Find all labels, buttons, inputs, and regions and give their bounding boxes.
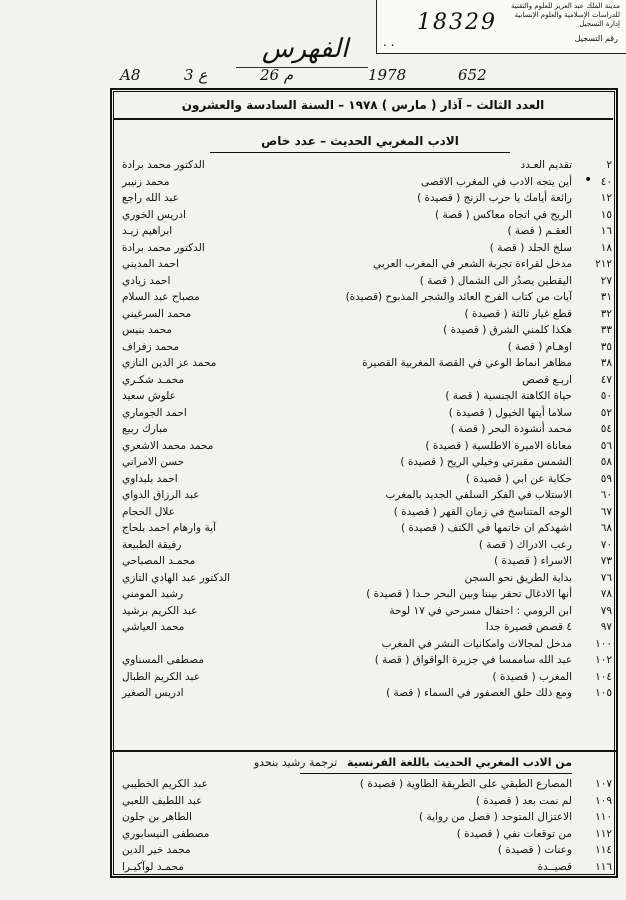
shelf-mark: [120, 66, 520, 86]
toc-entry: [116, 355, 612, 372]
toc-author: احمد الجوماري: [122, 406, 187, 419]
toc-title: اشهدكم ان خاتمها في الكتف ( قصيدة ): [401, 522, 572, 534]
toc-page-number: ٣٣: [600, 324, 612, 336]
toc-author: مصطفى النيسابوري: [122, 827, 210, 840]
stamp-line: مدينة الملك عبد العزيز للعلوم والتقنية: [511, 2, 620, 10]
toc-entry: [116, 174, 612, 191]
toc-entry: [116, 652, 612, 669]
toc-author: محمد العياشي: [122, 621, 185, 633]
shelf-mark-a: A8: [120, 66, 141, 84]
toc-entry: [116, 157, 612, 174]
toc-title: المغرب ( قصيدة ): [492, 670, 572, 683]
issue-header: العدد الثالث – آذار ( مارس ) ۱۹۷۸ – السنة السادسة والعشرون: [113, 92, 613, 120]
toc-author: محمد بنيس: [122, 324, 172, 336]
toc-entry: [116, 306, 612, 323]
toc-page-number: ٥٤: [600, 423, 612, 435]
toc-author: ادريس الخوري: [122, 208, 186, 221]
toc-page-number: ٢: [606, 159, 612, 171]
toc-title: وعنات ( قصيدة ): [497, 844, 572, 856]
toc-page-number: ١٢: [600, 192, 612, 204]
section1-title: الادب المغربي الحديث – عدد خاص: [261, 134, 459, 148]
toc-page-number: ٥٠: [600, 390, 612, 402]
section2-title-text: من الادب المغربي الحديث باللغة الفرنسية: [347, 756, 572, 769]
toc-title: الاستلاب في الفكر السلفي الجديد بالمغرب: [385, 489, 572, 501]
toc-author: الطاهر بن جلون: [122, 811, 192, 823]
toc-entry: [116, 520, 612, 537]
record-number: 18329: [417, 10, 497, 35]
toc-title: سلخ الجلد ( قصة ): [489, 241, 572, 254]
shelf-mark-d: 1978: [368, 66, 407, 84]
toc-title: اليقطين يصدُر الى الشمال ( قصة ): [419, 274, 572, 287]
toc-entry: [116, 669, 612, 686]
toc-page-number: ٩٧: [600, 621, 612, 633]
toc-page-number: ٧٩: [600, 604, 612, 617]
toc-page-number: ١١٤: [595, 844, 612, 856]
toc-title: تقديم العـدد: [520, 159, 572, 171]
toc-entry: [116, 586, 612, 603]
section2-title: [150, 756, 572, 772]
toc-author: محمد عز الدين التازي: [122, 357, 217, 369]
stamp-line: للدراسات الإسلامية والعلوم الإنسانية: [514, 11, 620, 19]
toc-entry: [116, 405, 612, 422]
toc-page-number: ١٠٢: [595, 654, 612, 666]
toc-title: بداية الطريق نحو السجن: [464, 571, 572, 584]
toc-author: عبد الله راجع: [122, 192, 179, 204]
toc-entry: [116, 487, 612, 504]
toc-page-number: ٤٧: [600, 373, 612, 386]
toc-title: اربـع قصص: [522, 373, 572, 386]
toc-title: حكاية عن ابي ( قصيدة ): [465, 472, 572, 485]
toc-author: عبد الكريم برشيد: [122, 604, 198, 617]
toc-title: اوهـام ( قصة ): [507, 340, 572, 353]
toc-author: الدكتور محمد برادة: [122, 159, 205, 171]
toc-author: عبد الرزاق الدواي: [122, 489, 200, 501]
toc-title: رعب الادراك ( قصة ): [478, 538, 572, 551]
toc-entry: [116, 809, 612, 826]
toc-entry: [116, 826, 612, 843]
toc-title: الشمس مقبرتي وخيلي الريح ( قصيدة ): [400, 456, 572, 468]
toc-author: علال الحجام: [122, 505, 175, 518]
toc-title: من توقعات نفي ( قصيدة ): [456, 827, 572, 840]
record-label: رقم التسجيل: [574, 34, 618, 43]
toc-title: سلاما أيتها الخيول ( قصيدة ): [448, 406, 572, 419]
toc-page-number: ٣١: [600, 291, 612, 303]
toc-title: عبد الله ساممسا في جزيرة الواقواق ( قصة ): [374, 654, 572, 666]
section2-translator: ترجمة رشيد بنحدو: [253, 756, 338, 769]
toc-title: ومع ذلك حلق العصفور في السماء ( قصة ): [386, 687, 572, 699]
toc-author: ابراهيم زيـد: [122, 225, 173, 237]
toc-page-number: ١٠٤: [595, 670, 612, 683]
toc-title: الاسراء ( قصيدة ): [494, 555, 572, 567]
toc-entry: [116, 388, 612, 405]
toc-author: محمد محمد الاشعري: [122, 439, 214, 452]
toc-entry: [116, 793, 612, 810]
toc-page-number: ١٠٧: [595, 778, 612, 790]
toc-page-number: ٣٥: [600, 340, 612, 353]
toc-title: العقـم ( قصة ): [507, 225, 572, 237]
toc-page-number: ١٥: [600, 208, 612, 221]
toc-page-number: ٧٠: [600, 538, 612, 551]
toc-entry: [116, 636, 612, 653]
toc-entry: [116, 553, 612, 570]
toc-entry: [116, 207, 612, 224]
toc-author: الدكتور محمد برادة: [122, 241, 205, 254]
toc-author: احمد المديني: [122, 258, 179, 270]
toc-title: لم نمت بعد ( قصيدة ): [475, 794, 572, 807]
toc-page-number: ١١٠: [595, 811, 612, 823]
toc-title: محمد أنشودة البحر ( قصة ): [450, 423, 572, 435]
toc-author: محمـد لوآكيـرا: [122, 860, 184, 873]
toc-author: ادريس الصغير: [122, 687, 184, 699]
toc-page-number: ٥٨: [600, 456, 612, 468]
toc-entry: [116, 471, 612, 488]
section1-toc: [116, 157, 612, 702]
toc-title: آيات من كتاب الفرح العائد والشجر المذبوح (قصيدة): [345, 291, 572, 303]
toc-title: أين يتجه الادب في المغرب الاقصى: [421, 175, 572, 188]
toc-entry: [116, 273, 612, 290]
toc-author: مبارك ربيع: [122, 423, 168, 435]
toc-author: محمد خير الدين: [122, 844, 191, 856]
margin-mark: •: [584, 172, 593, 188]
toc-title: قطع غيار ثالثة ( قصيدة ): [464, 307, 572, 320]
toc-author: عبد الكريم الخطيبي: [122, 778, 208, 790]
toc-author: مصطفى المسناوي: [122, 654, 204, 666]
toc-author: مصباح عبد السلام: [122, 291, 200, 303]
toc-title: مظاهر انماط الوعي في القصة المغربية القصيرة: [362, 357, 572, 369]
toc-title: رائعة أيامك يا حرب الزنج ( قصيدة ): [417, 192, 572, 204]
toc-author: احمد زيادي: [122, 274, 171, 287]
toc-page-number: ١٠٩: [595, 794, 612, 807]
toc-page-number: ٦٧: [600, 505, 612, 518]
toc-entry: [116, 504, 612, 521]
toc-author: محمد زنيبر: [122, 175, 170, 188]
toc-title: مدخل لقراءة تجربة الشعر في المغرب العربي: [372, 258, 572, 270]
stamp-line: إدارة التسجيل: [579, 20, 620, 28]
toc-entry: [116, 537, 612, 554]
toc-title: الاعتزال المتوحد ( فصل من رواية ): [419, 811, 572, 823]
shelf-mark-e: 652: [458, 66, 487, 84]
toc-entry: [116, 776, 612, 793]
toc-entry: [116, 438, 612, 455]
toc-entry: [116, 190, 612, 207]
toc-entry: [116, 454, 612, 471]
toc-page-number: ٦٨: [600, 522, 612, 534]
toc-entry: [116, 859, 612, 876]
toc-entry: [116, 372, 612, 389]
toc-title: ٤ قصص قصيرة جدا: [485, 621, 572, 633]
toc-entry: [116, 223, 612, 240]
toc-page-number: ١٠٠: [595, 637, 612, 650]
toc-title: حياة الكاهنة الجنسية ( قصة ): [445, 390, 572, 402]
toc-entry: [116, 570, 612, 587]
toc-author: احمد بلبداوي: [122, 472, 178, 485]
section2-underline: [300, 773, 572, 774]
toc-author: رفيقة الطبيعة: [122, 538, 182, 551]
toc-title: الوجه المتناسخ في زمان القهر ( قصيدة ): [393, 505, 572, 518]
toc-entry: [116, 421, 612, 438]
toc-entry: [116, 256, 612, 273]
toc-author: عبد الكريم الطبال: [122, 670, 200, 683]
shelf-mark-b: 3 ع: [184, 66, 208, 84]
toc-title: مدخل لمجالات وامكانيات النشر في المغرب: [381, 637, 572, 650]
toc-entry: [116, 842, 612, 859]
toc-page-number: ١١٢: [595, 827, 612, 840]
toc-page-number: ١٨: [600, 241, 612, 254]
section-divider: [110, 750, 618, 752]
toc-page-number: ٦٠: [600, 489, 612, 501]
toc-page-number: ٥٩: [600, 472, 612, 485]
toc-entry: [116, 685, 612, 702]
toc-title: هكذا كلمني الشرق ( قصيدة ): [443, 324, 572, 336]
toc-title: المصارع الطبقي على الطريقة الطاوية ( قصيدة ): [359, 778, 572, 790]
toc-title: ابن الرومي : احتفال مسرحي في ١٧ لوحة: [389, 604, 572, 617]
toc-entry: [116, 619, 612, 636]
index-title: الفهرس: [261, 34, 349, 64]
toc-author: عبد اللطيف اللعبي: [122, 794, 203, 807]
toc-author: حسن الامراني: [122, 456, 185, 468]
shelf-mark-c: 26 م: [260, 66, 294, 84]
toc-title: أنها الادغال تحفر بيننا وبين البحر حـدا ( قصيدة ): [366, 588, 572, 600]
toc-title: قصيــدة: [537, 860, 572, 873]
toc-author: رشيد المومني: [122, 588, 184, 600]
toc-title: معاناة الاميرة الاطلسية ( قصيدة ): [425, 439, 572, 452]
toc-page-number: ٣٨: [600, 357, 612, 369]
toc-page-number: ٢٧: [600, 274, 612, 287]
toc-page-number: ٣٢: [600, 307, 612, 320]
toc-page-number: ١٠٥: [595, 687, 612, 699]
section1-underline: [210, 152, 510, 153]
toc-entry: [116, 289, 612, 306]
toc-page-number: ١٦: [600, 225, 612, 237]
section2-toc: [116, 776, 612, 875]
stamp-dots: . .: [383, 35, 395, 49]
toc-entry: [116, 603, 612, 620]
toc-page-number: ٤٠: [600, 175, 612, 188]
toc-author: علوش سعيد: [122, 390, 176, 402]
toc-author: محمد السرغيني: [122, 307, 192, 320]
toc-page-number: ٥٦: [600, 439, 612, 452]
toc-title: الريح في اتجاه معاكس ( قصة ): [435, 208, 572, 221]
toc-page-number: ٧٣: [600, 555, 612, 567]
library-stamp: [376, 0, 626, 54]
toc-page-number: ٥٢: [600, 406, 612, 419]
toc-page-number: ٢١٢: [595, 258, 612, 270]
toc-entry: [116, 339, 612, 356]
toc-entry: [116, 322, 612, 339]
toc-author: الدكتور عبد الهادي التازي: [122, 571, 231, 584]
toc-page-number: ٧٨: [600, 588, 612, 600]
toc-page-number: ٧٦: [600, 571, 612, 584]
toc-author: آية وارهام احمد بلحاج: [122, 522, 216, 534]
toc-entry: [116, 240, 612, 257]
toc-author: محمـد المصباحي: [122, 555, 196, 567]
toc-author: محمـد شكـري: [122, 373, 185, 386]
toc-author: محمد زفزاف: [122, 340, 180, 353]
toc-page-number: ١١٦: [595, 860, 612, 873]
